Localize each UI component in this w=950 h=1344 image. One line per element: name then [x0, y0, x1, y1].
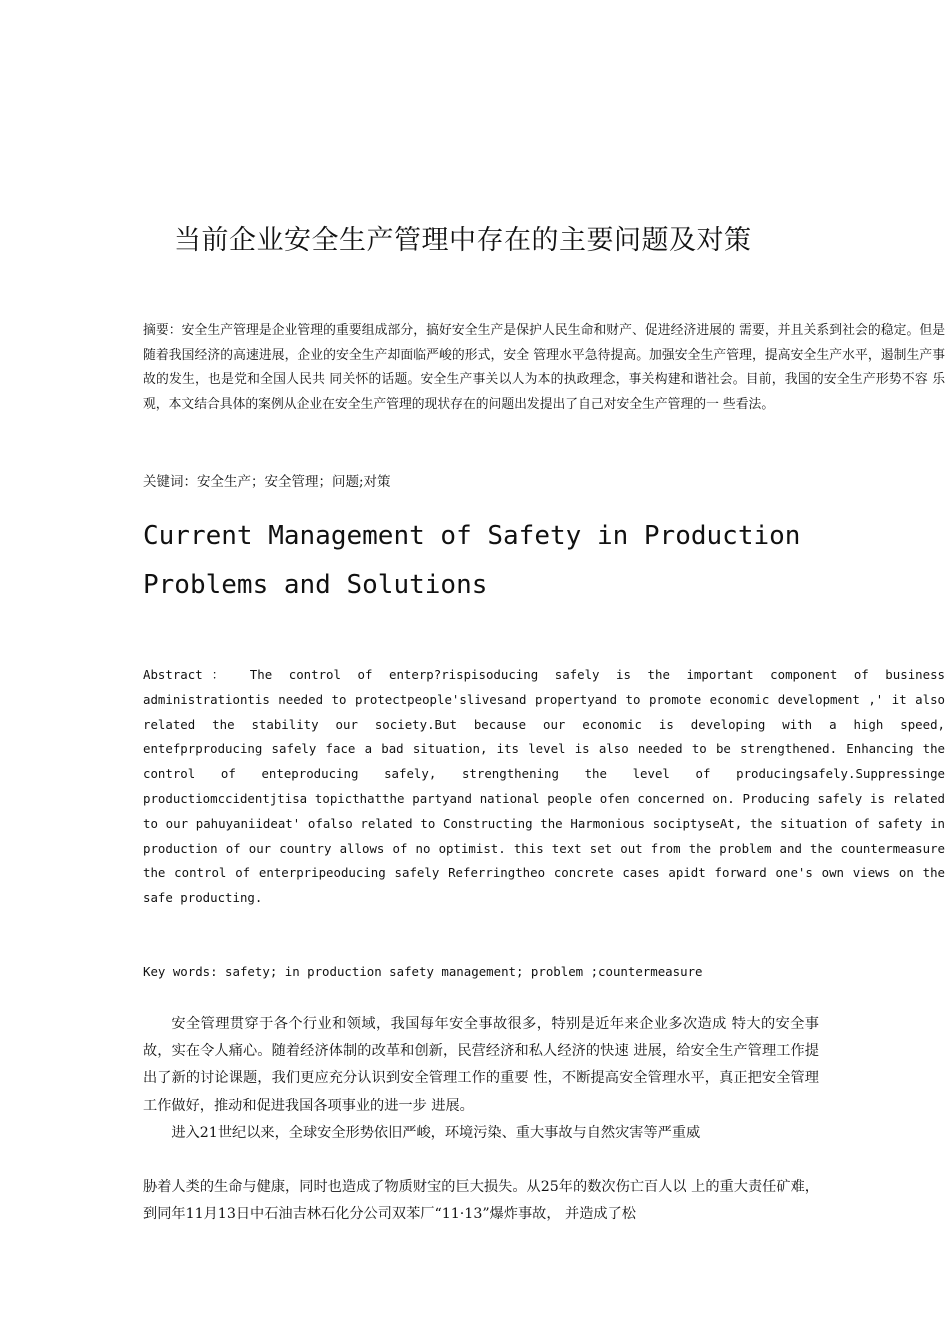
title-english-line-2: Problems and Solutions	[143, 570, 488, 600]
abstract-english: Abstract： The control of enterp?rispisoducing safely is the important component of business administrationtis needed to protectpeople'slivesand propertyand to promote economic development ,' it also related the stability our society.But because our economic is developing with a high speed, entefprproducing safely face a bad situation, its level is also needed to be strengthened. Enhancing the control of enteproducing safely, strengthening the level of producingsafely.Suppressinge productiomccidentjtisa topicthatthe partyand national people ofen concerned on. Producing safely is related to our pahuyaniideat' ofalso related to Constructing the Harmonious sociptyseAt, the situation of safety in production of our country allows of no optimist. this text set out from the problem and the countermeasure the control of enterpripeoducing safely Referringtheo concrete cases apidt forward one's own views on the safe producting.	[143, 667, 945, 906]
body-section-2	[143, 1174, 819, 1228]
keywords-chinese: 关键词：安全生产；安全管理；问题;对策	[143, 474, 391, 490]
document-title-chinese: 当前企业安全生产管理中存在的主要问题及对策	[174, 225, 752, 256]
body-paragraph-1: 安全管理贯穿于各个行业和领域，我国每年安全事故很多，特别是近年来企业多次造成 特大的安全事故，实在令人痛心。随着经济体制的改革和创新，民营经济和私人经济的快速 进展，给安全生产管理工作提出了新的讨论课题，我们更应充分认识到安全管理工作的重要 性，不断提高安全管理水平，真正把安全管理工作做好，推动和促进我国各项事业的进一步 进展。	[143, 1016, 819, 1114]
title-english-line-1: Current Management of Safety in Production	[143, 521, 801, 551]
body-paragraph-2-continued: 胁着人类的生命与健康，同时也造成了物质财宝的巨大损失。从25年的数次伤亡百人以 上的重大责任矿难，到同年11月13日中石油吉林石化分公司双苯厂“11·13”爆炸事故， 并造成了松	[143, 1179, 819, 1223]
body-section-1	[143, 1011, 819, 1147]
document-title-english	[143, 512, 903, 610]
keywords-english: Key words: safety; in production safety management; problem ;countermeasure	[143, 964, 703, 979]
abstract-chinese: 摘要：安全生产管理是企业管理的重要组成部分，搞好安全生产是保护人民生命和财产、促进经济进展的 需要，并且关系到社会的稳定。但是随着我国经济的高速进展，企业的安全生产却面临严峻的形式，安全 管理水平急待提高。加强安全生产管理，提高安全生产水平，遏制生产事故的发生，也是党和全国人民共 同关怀的话题。安全生产事关以人为本的执政理念，事关构建和谐社会。目前，我国的安全生产形势不容 乐观，本文结合具体的案例从企业在安全生产管理的现状存在的问题出发提出了自己对安全生产管理的一 些看法。	[143, 323, 945, 412]
body-paragraph-2-start: 进入21世纪以来，全球安全形势依旧严峻，环境污染、重大事故与自然灾害等严重威	[171, 1124, 701, 1141]
